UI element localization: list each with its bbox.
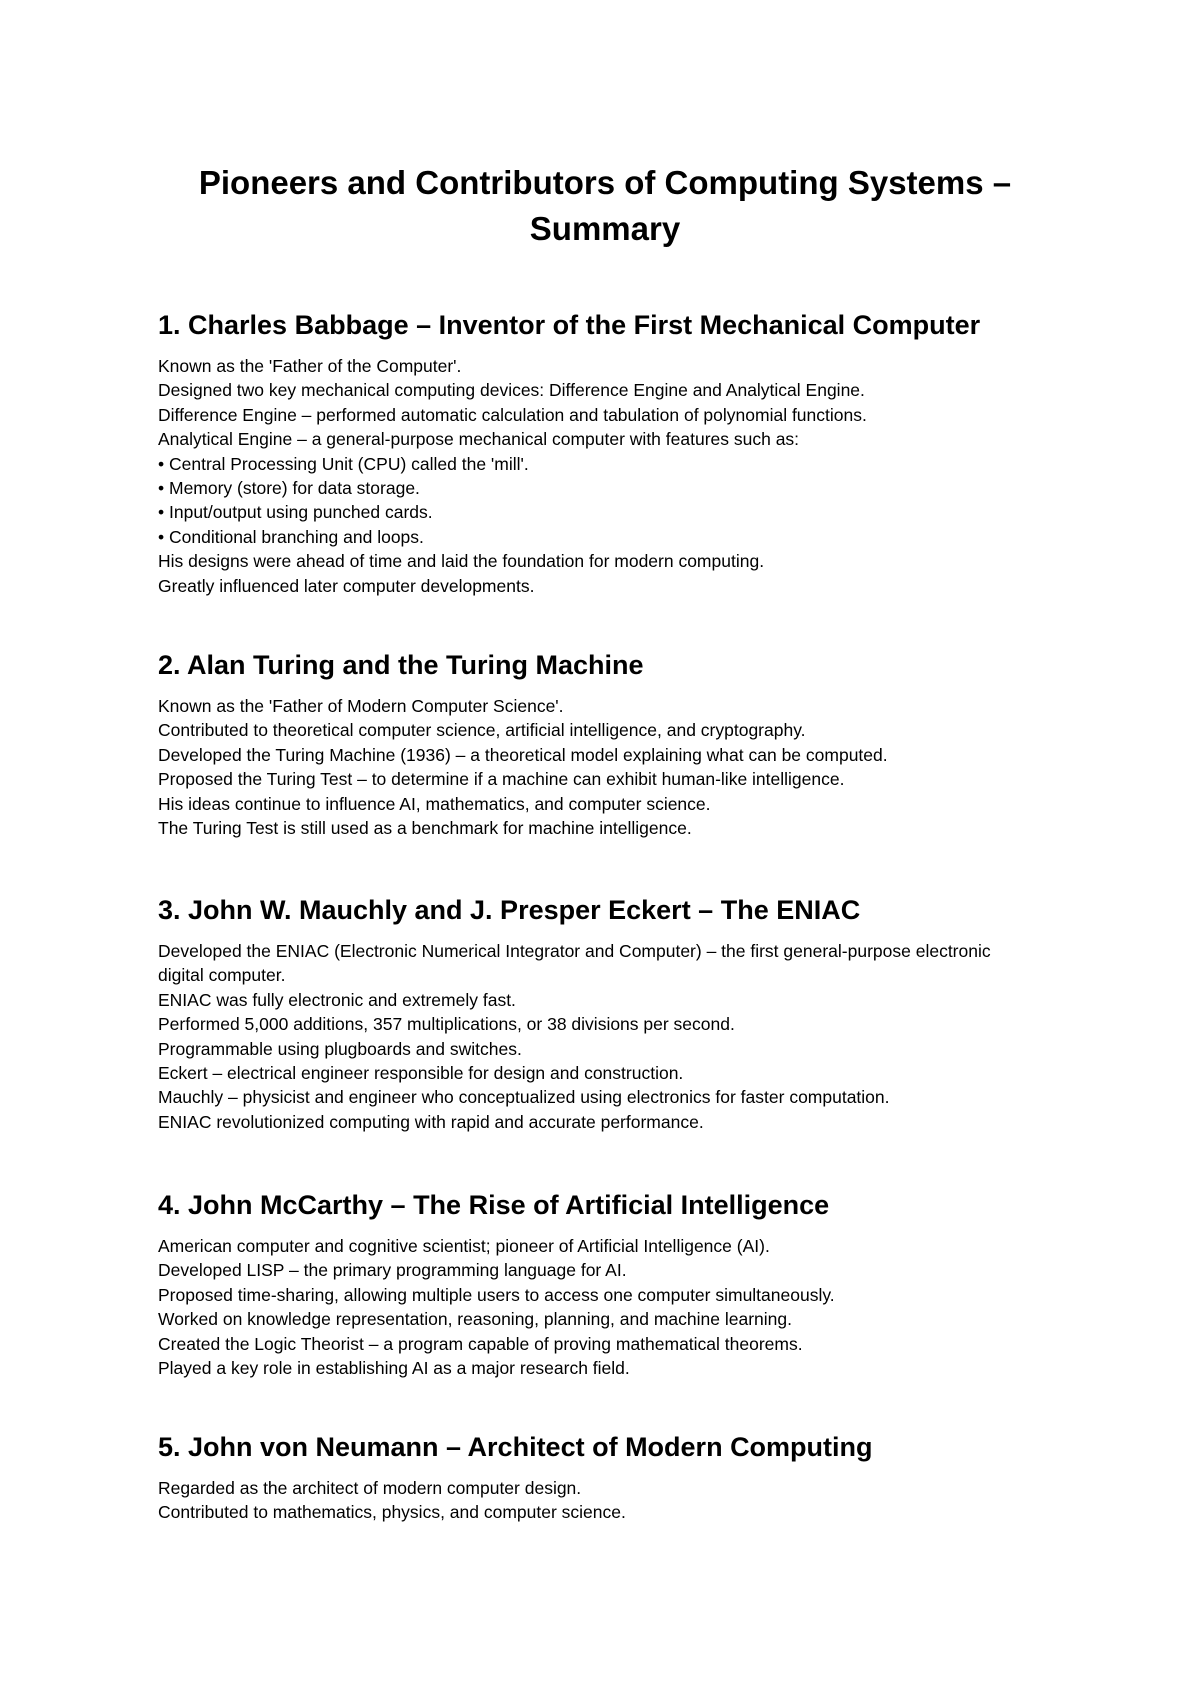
body-line: Developed LISP – the primary programming language for AI. [158, 1260, 627, 1281]
body-line: Proposed the Turing Test – to determine if a machine can exhibit human-like intelligence. [158, 769, 845, 790]
body-line: Played a key role in establishing AI as a major research field. [158, 1358, 630, 1379]
body-line: American computer and cognitive scientist; pioneer of Artificial Intelligence (AI). [158, 1236, 770, 1256]
body-line: Developed the Turing Machine (1936) – a theoretical model explaining what can be computed. [158, 744, 888, 765]
bullet-line: • Memory (store) for data storage. [158, 478, 420, 499]
body-line: Known as the 'Father of Modern Computer Science'. [158, 696, 564, 716]
body-line: Analytical Engine – a general-purpose mechanical computer with features such as: [158, 429, 800, 450]
body-line: Proposed time-sharing, allowing multiple users to access one computer simultaneously. [158, 1284, 835, 1305]
body-line: Regarded as the architect of modern computer design. [158, 1478, 582, 1498]
bullet-line: • Input/output using punched cards. [158, 502, 433, 523]
bullet-line: • Central Processing Unit (CPU) called the 'mill'. [158, 453, 529, 474]
section-heading: 2. Alan Turing and the Turing Machine [158, 650, 644, 680]
section-heading: 4. John McCarthy – The Rise of Artificial Intelligence [158, 1190, 830, 1220]
body-line: Created the Logic Theorist – a program capable of proving mathematical theorems. [158, 1333, 803, 1354]
body-line: Programmable using plugboards and switches. [158, 1038, 522, 1059]
section-john-mccarthy [158, 1188, 1058, 1380]
body-line: Contributed to theoretical computer science, artificial intelligence, and cryptography. [158, 720, 806, 741]
body-line: His designs were ahead of time and laid the foundation for modern computing. [158, 551, 765, 572]
document-title: Pioneers and Contributors of Computing Systems – Summary [198, 164, 1012, 247]
section-heading: 5. John von Neumann – Architect of Modern Computing [158, 1432, 873, 1462]
body-line: ENIAC revolutionized computing with rapid and accurate performance. [158, 1111, 704, 1132]
section-eniac [158, 893, 1058, 1134]
body-line: The Turing Test is still used as a benchmark for machine intelligence. [158, 818, 692, 839]
body-line: Eckert – electrical engineer responsible for design and construction. [158, 1063, 684, 1084]
body-line: Greatly influenced later computer developments. [158, 575, 535, 596]
body-line: His ideas continue to influence AI, mathematics, and computer science. [158, 793, 711, 814]
body-line: ENIAC was fully electronic and extremely fast. [158, 989, 516, 1010]
section-john-von-neumann [158, 1430, 1058, 1525]
body-line: Mauchly – physicist and engineer who conceptualized using electronics for faster computation. [158, 1087, 890, 1108]
body-line: Worked on knowledge representation, reasoning, planning, and machine learning. [158, 1309, 792, 1330]
body-line: Performed 5,000 additions, 357 multiplications, or 38 divisions per second. [158, 1014, 735, 1035]
body-line: Known as the 'Father of the Computer'. [158, 356, 462, 376]
section-charles-babbage [158, 308, 1058, 598]
body-line: Developed the ENIAC (Electronic Numerical Integrator and Computer) – the first general-purpose electronic digital computer. [158, 941, 991, 986]
section-heading: 3. John W. Mauchly and J. Presper Eckert – The ENIAC [158, 895, 861, 925]
section-heading: 1. Charles Babbage – Inventor of the First Mechanical Computer [158, 310, 981, 340]
section-alan-turing [158, 648, 1058, 840]
body-line: Difference Engine – performed automatic calculation and tabulation of polynomial functions. [158, 404, 867, 425]
bullet-line: • Conditional branching and loops. [158, 526, 424, 547]
body-line: Designed two key mechanical computing devices: Difference Engine and Analytical Engine. [158, 380, 865, 401]
body-line: Contributed to mathematics, physics, and computer science. [158, 1502, 626, 1523]
